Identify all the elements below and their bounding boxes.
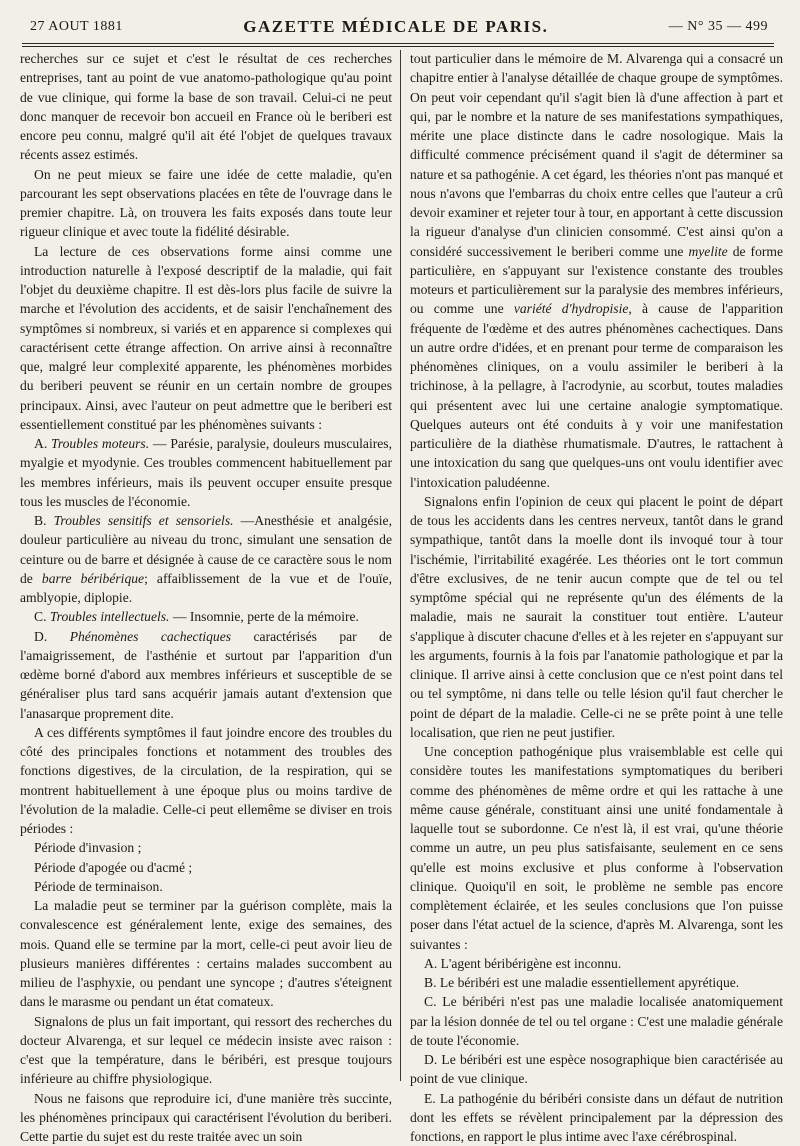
paragraph: A ces différents symptômes il faut joindre encore des troubles du côté des principales fonctions et notamment des troubles des fonctions digestives, de la circulation, de la respiration, qui se montrent habituellement à une époque plus ou moins tardive de l'évolution de la maladie. Celle-ci peut ellemême se diviser en trois périodes :	[20, 723, 392, 839]
conclusion-item: D. Le béribéri est une espèce nosographique bien caractérisée au point de vue clinique.	[410, 1050, 783, 1089]
paragraph: Nous ne faisons que reproduire ici, d'une manière très succinte, les phénomènes principaux qui caractérisent l'évolution du beriberi. Cette partie du sujet est du reste traitée avec un soin	[20, 1089, 392, 1146]
italic-term: myelite	[688, 244, 727, 259]
paragraph: Signalons de plus un fait important, qui ressort des recherches du docteur Alvarenga, et sur lequel ce médecin insiste avec raison : c'est que la température, dans le béribéri, est presque toujours inférieure au chiffre physiologique.	[20, 1012, 392, 1089]
paragraph: Une conception pathogénique plus vraisemblable est celle qui considère toutes les manifestations symptomatiques du beriberi comme des phénomènes de même ordre et qui les rattache à une même cause générale, constituant ainsi une unité fondamentale à laquelle tout se subordonne. Ce n'est là, il est vrai, qu'une théorie comme un autre, un peu plus satisfaisante, seulement en ce sens qu'elle est moins exclusive et plus conforme à l'observation clinique. Quoiqu'il en soit, le problème ne semble pas encore complètement éclairée, et les seules conclusions que l'on puisse poser dans l'état actuel de la science, d'après M. Alvarenga, sont les suivantes :	[410, 742, 783, 954]
item-label: D.	[34, 629, 70, 644]
conclusion-item: A. L'agent béribérigène est inconnu.	[410, 954, 783, 973]
journal-title: GAZETTE MÉDICALE DE PARIS.	[243, 17, 548, 37]
paragraph: La maladie peut se terminer par la guérison complète, mais la convalescence est généralement lente, exige des semaines, des mois. Quand elle se termine par la mort, celle-ci peut avoir lieu de plusieurs manières différentes : certains malades succombent au milieu de l'asphyxie, ou pendant une syncope ; d'autres s'éteignent dans le marasme ou pendant un état comateux.	[20, 896, 392, 1012]
text-run: tout particulier dans le mémoire de M. Alvarenga qui a consacré un chapitre entier à l'analyse détaillée de chaque groupe de symptômes. On peut voir cependant qu'il s'agit bien là d'une affection à part et qui, par le nombre et la nature de ses manifestations sympathiques, mérite une place distincte dans le cadre nosologique. Mais la difficulté commence précisément quand il s'agit de déterminer sa nature et sa pathogénie. A cet égard, les théories n'ont pas manqué et nous n'avons que l'embarras du choix entre celles que l'auteur a crû devoir examiner et rejeter tour à tour, en apportant à cette discussion la rigueur d'analyse d'un clinicien consommé. C'est ainsi qu'on a considéré successivement le beriberi comme une	[410, 51, 783, 259]
symptom-group-b	[20, 511, 392, 607]
paragraph: Signalons enfin l'opinion de ceux qui placent le point de départ de tous les accidents dans les centres nerveux, tantôt dans le grand sympathique, tantôt dans la moelle dont ils invoqué tour à tour l'ischémie, l'irritabilité exagérée. Les théories ont le tort commun d'être exclusives, de ne tenir aucun compte que de tel ou tel symptôme spécial qui ne représente qu'un des éléments de la maladie, mais ne saurait la constituer tout entière. L'auteur s'applique à discuter chacune d'elles et à les rejeter en s'appuyant sur les arguments, fournis à la fois par l'anatomie pathologique et par la clinique. Il arrive ainsi à cette conclusion que ce n'est point dans tel ou tel symptôme, ni dans telle ou telle lésion qu'il faut chercher le point de départ de la maladie. Celle-ci ne se prête point à une telle localisation, que rien ne peut justifier.	[410, 492, 783, 742]
issue-date: 27 AOUT 1881	[30, 19, 123, 35]
symptom-group-d	[20, 627, 392, 723]
left-column	[20, 49, 392, 1146]
conclusion-item: C. Le béribéri n'est pas une maladie localisée anatomiquement par la lésion donnée de tel ou tel organe : C'est une maladie générale de toute l'économie.	[410, 992, 783, 1050]
paragraph	[410, 49, 783, 492]
item-label: A.	[34, 436, 51, 451]
item-label: B.	[34, 513, 54, 528]
item-title: Phénomènes cachectiques	[70, 629, 231, 644]
period-item: Période de terminaison.	[20, 877, 392, 896]
item-text: — Parésie, paralysie, douleurs musculaires, myalgie et myodynie. Ces troubles commencent habituellement par les membres inférieurs, mais ils peuvent occuper ensuite presque tous les muscles de l'économie.	[20, 436, 392, 509]
paragraph: On ne peut mieux se faire une idée de cette maladie, qu'en parcourant les sept observations placées en tête de l'ouvrage dans le premier chapitre. Là, on trouvera les faits exposés dans toute leur rigueur clinique et avec toute la fidélité désirable.	[20, 165, 392, 242]
page-header	[30, 12, 768, 42]
text-run: , à cause de l'apparition fréquente de l'œdème et des autres phénomènes cachectiques. Dans un autre ordre d'idées, et en prenant pour terme de comparaison les phénomènes cliniques, on a voulu assimiler le beriberi à la trichinose, à la pellagre, à l'acrodynie, au scorbut, toutes maladies qui présentent avec lui une certaine analogie symptomatique. Quelques auteurs ont été conduits à y voir une manifestation particulière de la diathèse rhumatismale. D'autres, le rattachent à une intoxication du sang que quelques-uns ont voulu identifier avec l'intoxication paludéenne.	[410, 301, 783, 489]
symptom-group-c	[20, 607, 392, 626]
period-item: Période d'invasion ;	[20, 838, 392, 857]
issue-page-number: — N° 35 — 499	[669, 19, 768, 35]
item-title: Troubles intellectuels.	[50, 609, 170, 624]
header-rule-thin	[22, 46, 774, 47]
paragraph: recherches sur ce sujet et c'est le résultat de ces recherches entreprises, tant au point de vue anatomo-pathologique qu'au point de vue clinique, qui forme la base de son travail. Celui-ci ne peut donc manquer de recevoir bon accueil en France où le beriberi est encore peu connu, malgré qu'il ait été l'objet de quelques travaux récents assez estimés.	[20, 49, 392, 165]
item-italic: barre béribérique	[42, 571, 144, 586]
conclusion-item: E. La pathogénie du béribéri consiste dans un défaut de nutrition dont les effets se révèlent principalement par la dépression des fonctions, en rapport le plus intime avec l'axe cérébrospinal.	[410, 1089, 783, 1146]
conclusion-item: B. Le béribéri est une maladie essentiellement apyrétique.	[410, 973, 783, 992]
item-title: Troubles moteurs.	[51, 436, 149, 451]
item-title: Troubles sensitifs et sensoriels.	[54, 513, 234, 528]
column-separator	[400, 50, 401, 1081]
item-label: C.	[34, 609, 50, 624]
item-text: —Anesthésie et analgésie, douleur particulière au niveau du tronc, simulant une sensation de ceinture ou de barre et désignée à cause de ce caractère sous le nom de	[20, 513, 392, 586]
right-column	[410, 49, 783, 1146]
italic-term: variété d'hydropisie	[514, 301, 629, 316]
item-text: ; affaiblissement de la vue et de l'ouïe, amblyopie, diplopie.	[20, 571, 392, 605]
text-run: de forme particulière, en s'appuyant sur l'existence constante des troubles moteurs et particulièrement sur la paralysie des membres inférieurs, ou comme une	[410, 244, 783, 317]
item-text: — Insomnie, perte de la mémoire.	[169, 609, 359, 624]
paragraph: La lecture de ces observations forme ainsi comme une introduction naturelle à l'exposé descriptif de la maladie, qui fait l'objet du deuxième chapitre. Il est dès-lors plus facile de suivre la marche et l'évolution des accidents, et de saisir l'enchaînement des symptômes si nombreux, si variés et en apparence si complexes qui caractérisent cette étrange affection. On arrive ainsi à reconnaître que, malgré leur complexité apparente, les phénomènes morbides du beriberi peuvent se réunir en un certain nombre de groupes principaux. Ainsi, avec l'auteur on peut admettre que le beriberi est essentiellement constitué par les phénomènes suivants :	[20, 242, 392, 435]
item-text: caractérisés par de l'amaigrissement, de l'asthénie et surtout par l'apparition d'un œdème borné d'abord aux membres inférieurs et susceptible de se généraliser plus tard sans acquérir jamais autant d'extension que l'anasarque proprement dite.	[20, 629, 392, 721]
header-rule	[22, 43, 774, 44]
symptom-group-a	[20, 434, 392, 511]
period-item: Période d'apogée ou d'acmé ;	[20, 858, 392, 877]
